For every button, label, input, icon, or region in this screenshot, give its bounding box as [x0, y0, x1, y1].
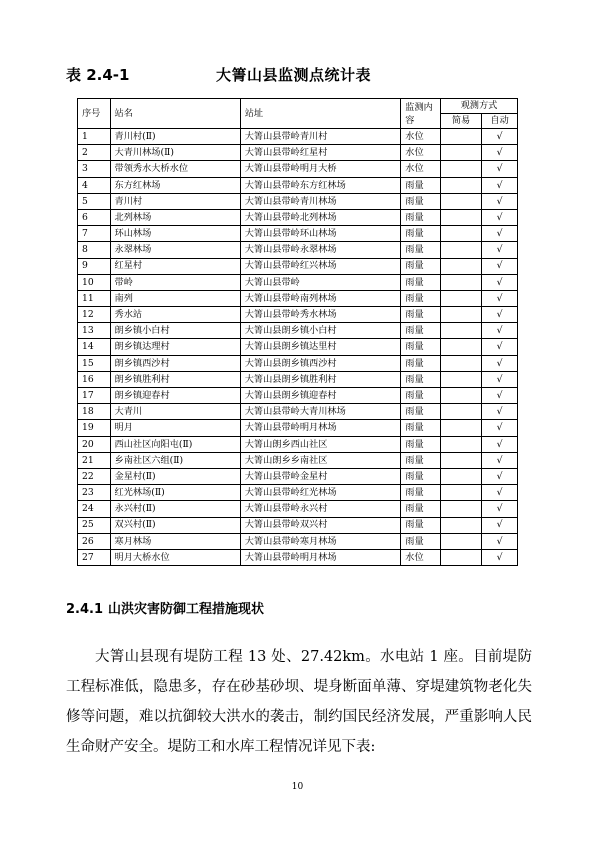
row-station-name: 朗乡镇迎春村 [110, 388, 240, 404]
table-row [78, 307, 518, 323]
row-auto: √ [482, 290, 518, 306]
row-simple [440, 436, 481, 452]
row-seq: 14 [78, 339, 111, 355]
row-address: 大箐山县带岭双兴村 [240, 517, 401, 533]
row-station-name: 朗乡镇达理村 [110, 339, 240, 355]
row-seq: 4 [78, 177, 111, 193]
row-seq: 27 [78, 549, 111, 565]
row-simple [440, 177, 481, 193]
row-content: 雨量 [401, 436, 441, 452]
row-content: 水位 [401, 161, 441, 177]
table-row [78, 436, 518, 452]
header-simple: 简易 [440, 114, 481, 129]
row-content: 雨量 [401, 242, 441, 258]
row-station-name: 秀水站 [110, 307, 240, 323]
row-seq: 22 [78, 468, 111, 484]
row-content: 雨量 [401, 290, 441, 306]
row-station-name: 永翠林场 [110, 242, 240, 258]
row-address: 大箐山县带岭南列林场 [240, 290, 401, 306]
row-seq: 24 [78, 501, 111, 517]
row-content: 雨量 [401, 193, 441, 209]
row-content: 雨量 [401, 177, 441, 193]
row-address: 大箐山县朗乡镇西沙村 [240, 355, 401, 371]
row-seq: 1 [78, 129, 111, 145]
row-station-name: 大青川林场(Ⅱ) [110, 145, 240, 161]
row-simple [440, 355, 481, 371]
row-simple [440, 517, 481, 533]
row-address: 大箐山县带岭永翠林场 [240, 242, 401, 258]
row-station-name: 红光林场(Ⅱ) [110, 485, 240, 501]
row-content: 雨量 [401, 452, 441, 468]
row-station-name: 青川村(Ⅱ) [110, 129, 240, 145]
row-auto: √ [482, 258, 518, 274]
row-seq: 19 [78, 420, 111, 436]
table-row [78, 452, 518, 468]
row-auto: √ [482, 177, 518, 193]
row-address: 大箐山县带岭红光林场 [240, 485, 401, 501]
row-address: 大箐山县带岭环山林场 [240, 226, 401, 242]
row-seq: 20 [78, 436, 111, 452]
row-seq: 26 [78, 533, 111, 549]
row-auto: √ [482, 226, 518, 242]
monitoring-stations-table [77, 98, 518, 566]
row-station-name: 带领秀水大桥水位 [110, 161, 240, 177]
row-seq: 3 [78, 161, 111, 177]
header-content-line1: 监测内 [405, 101, 433, 113]
row-seq: 21 [78, 452, 111, 468]
row-simple [440, 145, 481, 161]
row-address: 大箐山县带岭寒月林场 [240, 533, 401, 549]
section-title: 山洪灾害防御工程措施现状 [108, 602, 265, 617]
header-method: 观测方式 [440, 99, 517, 114]
row-address: 大箐山县朗乡镇小白村 [240, 323, 401, 339]
section-heading [66, 598, 264, 617]
row-seq: 2 [78, 145, 111, 161]
row-simple [440, 307, 481, 323]
row-simple [440, 193, 481, 209]
row-content: 雨量 [401, 517, 441, 533]
table-title: 大箐山县监测点统计表 [216, 66, 372, 84]
row-address: 大箐山县带岭明月林场 [240, 549, 401, 565]
table-row [78, 404, 518, 420]
row-station-name: 红星村 [110, 258, 240, 274]
row-auto: √ [482, 452, 518, 468]
row-station-name: 带岭 [110, 274, 240, 290]
row-seq: 25 [78, 517, 111, 533]
row-simple [440, 290, 481, 306]
header-station-name: 站名 [110, 99, 240, 129]
row-content: 雨量 [401, 404, 441, 420]
table-row [78, 549, 518, 565]
row-station-name: 乡南社区六组(Ⅱ) [110, 452, 240, 468]
row-content: 雨量 [401, 533, 441, 549]
row-content: 雨量 [401, 323, 441, 339]
row-content: 水位 [401, 129, 441, 145]
row-station-name: 环山林场 [110, 226, 240, 242]
row-seq: 15 [78, 355, 111, 371]
row-simple [440, 129, 481, 145]
table-row [78, 129, 518, 145]
row-auto: √ [482, 355, 518, 371]
row-seq: 7 [78, 226, 111, 242]
table-row [78, 258, 518, 274]
row-auto: √ [482, 485, 518, 501]
row-simple [440, 226, 481, 242]
row-station-name: 大青川 [110, 404, 240, 420]
row-station-name: 东方红林场 [110, 177, 240, 193]
row-station-name: 青川村 [110, 193, 240, 209]
row-seq: 6 [78, 209, 111, 225]
row-station-name: 朗乡镇小白村 [110, 323, 240, 339]
row-address: 大箐山朗乡乡南社区 [240, 452, 401, 468]
paragraph-text: 大箐山县现有堤防工程 13 处、27.42km。水电站 1 座。目前堤防工程标准低，隐患多，存在砂基砂坝、堤身断面单薄、穿堤建筑物老化失修等问题，难以抗御较大洪水的袭击，制约国民经济发展，严重影响人民生命财产安全。堤防工和水库工程情况详见下表: [66, 649, 532, 755]
row-address: 大箐山县带岭明月林场 [240, 420, 401, 436]
row-simple [440, 549, 481, 565]
row-address: 大箐山县带岭明月大桥 [240, 161, 401, 177]
row-auto: √ [482, 307, 518, 323]
row-simple [440, 468, 481, 484]
row-station-name: 朗乡镇西沙村 [110, 355, 240, 371]
row-seq: 11 [78, 290, 111, 306]
row-station-name: 双兴村(Ⅱ) [110, 517, 240, 533]
row-address: 大箐山县朗乡镇迎春村 [240, 388, 401, 404]
row-auto: √ [482, 209, 518, 225]
table-row [78, 209, 518, 225]
table-row [78, 501, 518, 517]
row-seq: 10 [78, 274, 111, 290]
row-station-name: 永兴村(Ⅱ) [110, 501, 240, 517]
row-auto: √ [482, 339, 518, 355]
row-simple [440, 274, 481, 290]
row-auto: √ [482, 323, 518, 339]
row-auto: √ [482, 436, 518, 452]
row-auto: √ [482, 501, 518, 517]
row-content: 雨量 [401, 226, 441, 242]
header-address: 站址 [240, 99, 401, 129]
row-auto: √ [482, 533, 518, 549]
table-number: 表 2.4-1 [66, 66, 130, 84]
table-row [78, 388, 518, 404]
row-auto: √ [482, 468, 518, 484]
row-address: 大箐山朗乡西山社区 [240, 436, 401, 452]
row-content: 雨量 [401, 339, 441, 355]
row-auto: √ [482, 388, 518, 404]
row-simple [440, 242, 481, 258]
row-auto: √ [482, 129, 518, 145]
table-row [78, 485, 518, 501]
row-auto: √ [482, 404, 518, 420]
row-seq: 23 [78, 485, 111, 501]
row-station-name: 金星村(Ⅱ) [110, 468, 240, 484]
row-address: 大箐山县朗乡镇达里村 [240, 339, 401, 355]
row-content: 雨量 [401, 371, 441, 387]
row-seq: 18 [78, 404, 111, 420]
row-simple [440, 161, 481, 177]
row-content: 雨量 [401, 355, 441, 371]
table-row [78, 145, 518, 161]
row-content: 雨量 [401, 274, 441, 290]
header-content [401, 99, 441, 129]
row-content: 雨量 [401, 209, 441, 225]
row-seq: 17 [78, 388, 111, 404]
header-seq: 序号 [78, 99, 111, 129]
row-station-name: 南列 [110, 290, 240, 306]
row-address: 大箐山县带岭 [240, 274, 401, 290]
row-content: 雨量 [401, 388, 441, 404]
row-address: 大箐山县带岭青川林场 [240, 193, 401, 209]
table-row [78, 371, 518, 387]
row-station-name: 朗乡镇胜利村 [110, 371, 240, 387]
row-seq: 5 [78, 193, 111, 209]
row-auto: √ [482, 517, 518, 533]
section-number: 2.4.1 [66, 602, 104, 617]
row-simple [440, 371, 481, 387]
table-row [78, 468, 518, 484]
row-content: 雨量 [401, 485, 441, 501]
table-row [78, 420, 518, 436]
row-address: 大箐山县带岭青川村 [240, 129, 401, 145]
row-address: 大箐山县带岭秀水林场 [240, 307, 401, 323]
row-simple [440, 533, 481, 549]
table-row [78, 161, 518, 177]
page-number: 10 [291, 782, 304, 792]
row-simple [440, 323, 481, 339]
row-address: 大箐山县带岭红兴林场 [240, 258, 401, 274]
row-auto: √ [482, 161, 518, 177]
row-content: 雨量 [401, 307, 441, 323]
table-row [78, 517, 518, 533]
header-auto: 自动 [482, 114, 518, 129]
row-address: 大箐山县带岭东方红林场 [240, 177, 401, 193]
header-content-line2: 容 [405, 114, 415, 126]
table-row [78, 323, 518, 339]
table-row [78, 339, 518, 355]
row-content: 雨量 [401, 468, 441, 484]
row-address: 大箐山县带岭北列林场 [240, 209, 401, 225]
row-auto: √ [482, 549, 518, 565]
row-station-name: 西山社区向阳屯(Ⅱ) [110, 436, 240, 452]
row-seq: 12 [78, 307, 111, 323]
row-content: 水位 [401, 549, 441, 565]
table-row [78, 242, 518, 258]
row-content: 雨量 [401, 258, 441, 274]
table-row [78, 177, 518, 193]
table-row [78, 274, 518, 290]
row-station-name: 北列林场 [110, 209, 240, 225]
row-simple [440, 452, 481, 468]
table-row [78, 290, 518, 306]
row-simple [440, 258, 481, 274]
row-content: 水位 [401, 145, 441, 161]
row-seq: 16 [78, 371, 111, 387]
row-content: 雨量 [401, 420, 441, 436]
row-simple [440, 339, 481, 355]
table-caption [66, 64, 536, 86]
row-address: 大箐山县带岭红星村 [240, 145, 401, 161]
row-simple [440, 209, 481, 225]
row-seq: 8 [78, 242, 111, 258]
table-row [78, 193, 518, 209]
row-simple [440, 501, 481, 517]
row-simple [440, 485, 481, 501]
row-station-name: 寒月林场 [110, 533, 240, 549]
row-simple [440, 404, 481, 420]
table-row [78, 533, 518, 549]
row-address: 大箐山县朗乡镇胜利村 [240, 371, 401, 387]
row-address: 大箐山县带岭永兴村 [240, 501, 401, 517]
row-simple [440, 388, 481, 404]
row-address: 大箐山县带岭金星村 [240, 468, 401, 484]
row-address: 大箐山县带岭大青川林场 [240, 404, 401, 420]
table-row [78, 226, 518, 242]
row-station-name: 明月大桥水位 [110, 549, 240, 565]
row-station-name: 明月 [110, 420, 240, 436]
row-auto: √ [482, 274, 518, 290]
table-body [78, 129, 518, 566]
row-seq: 13 [78, 323, 111, 339]
row-auto: √ [482, 145, 518, 161]
row-auto: √ [482, 193, 518, 209]
row-seq: 9 [78, 258, 111, 274]
table-row [78, 355, 518, 371]
row-simple [440, 420, 481, 436]
row-content: 雨量 [401, 501, 441, 517]
row-auto: √ [482, 371, 518, 387]
body-paragraph [66, 642, 532, 762]
row-auto: √ [482, 242, 518, 258]
row-auto: √ [482, 420, 518, 436]
